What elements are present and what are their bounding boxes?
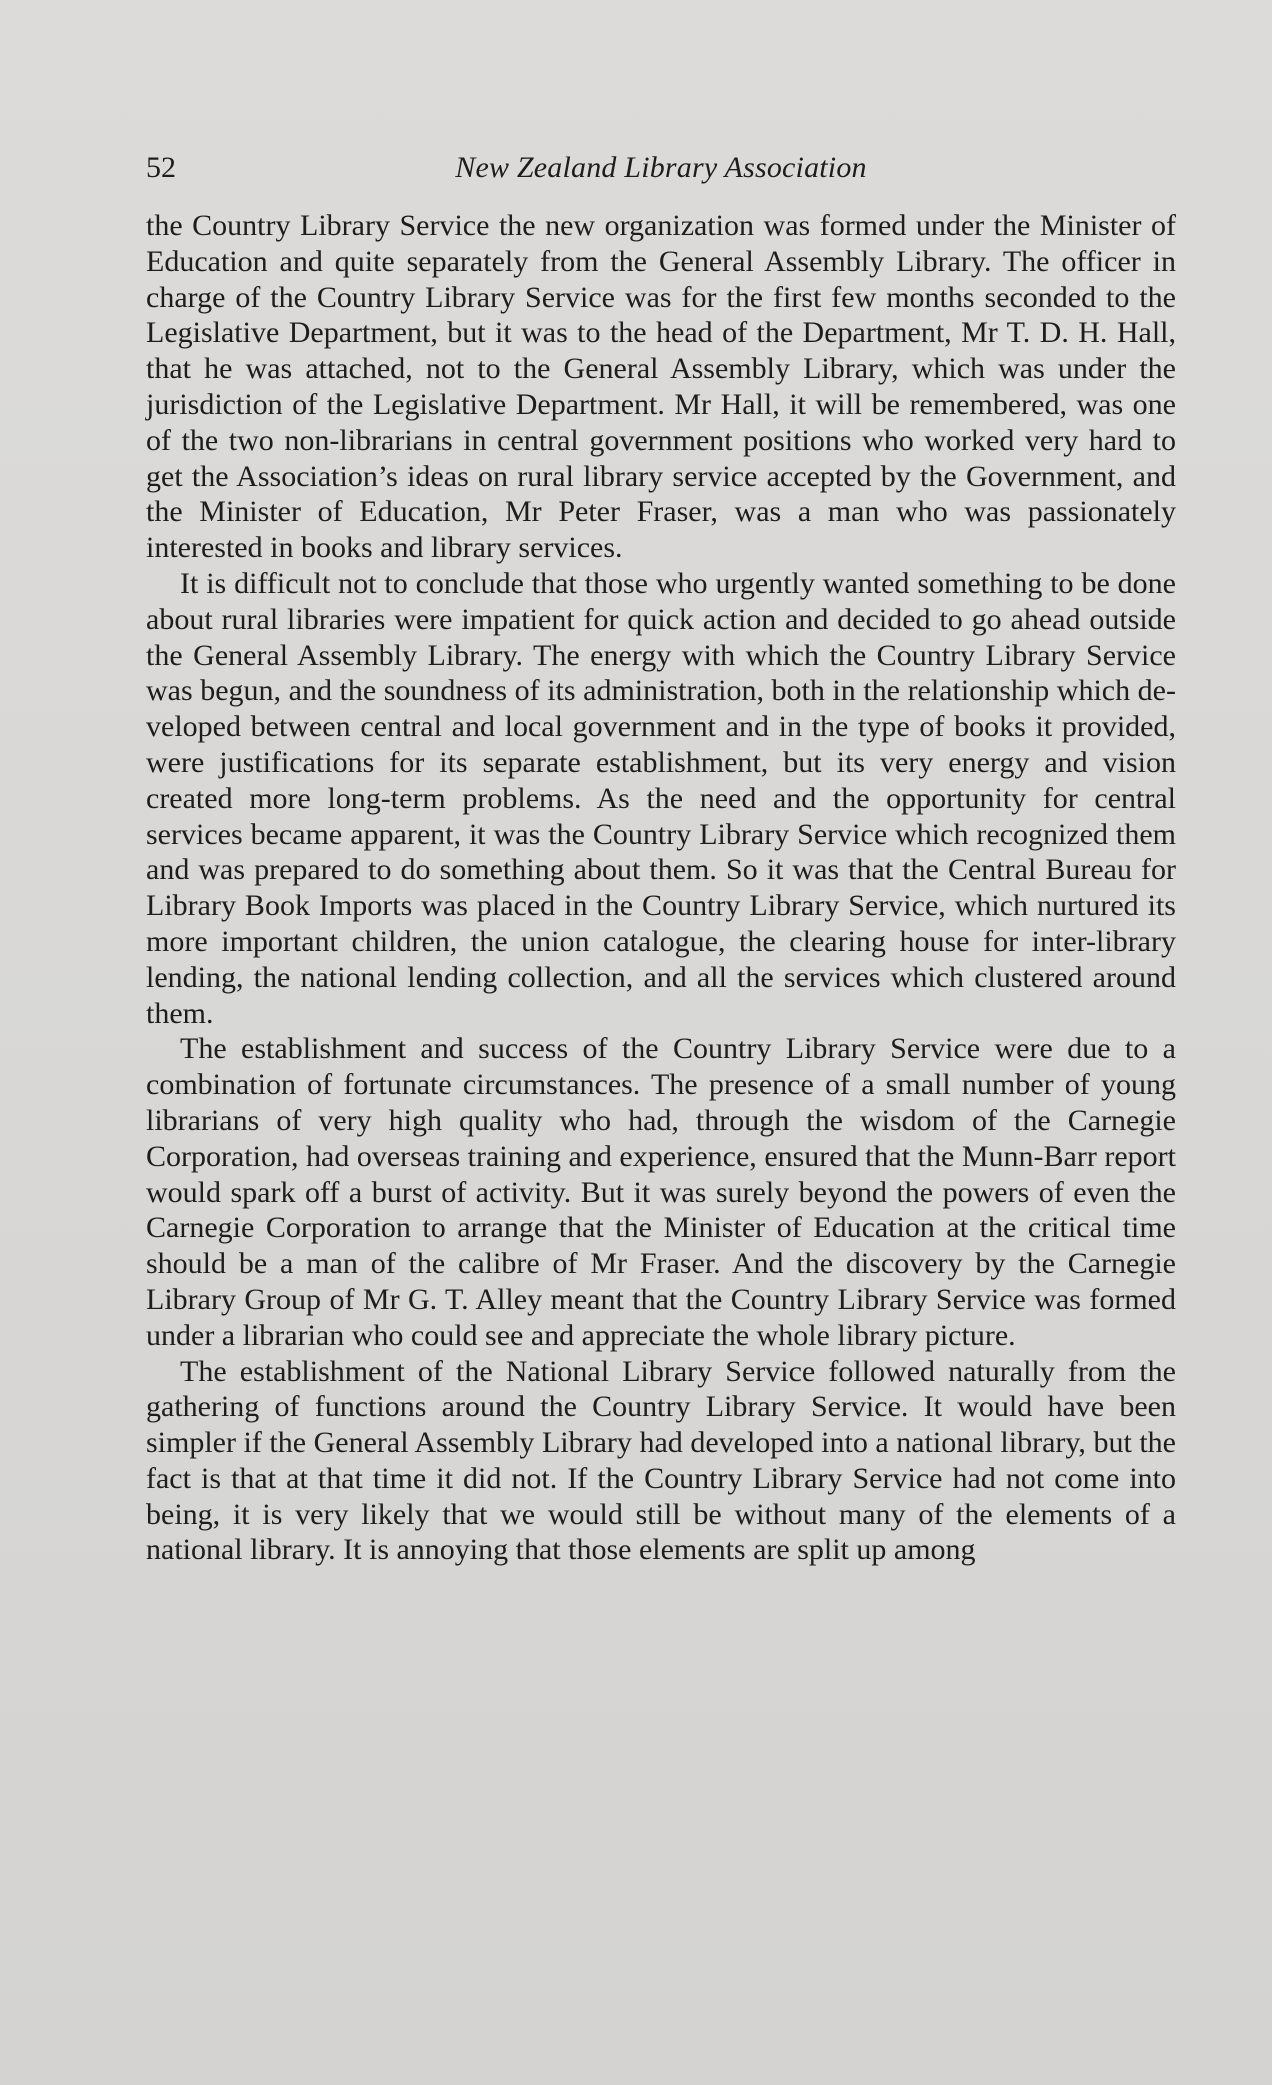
paragraph-2: It is difficult not to conclude that those who urgently wanted something to be done about rural libraries were impatient for quick action and decided to go ahead outside the General Assembly Library. The energy with which the Country Library Service was begun, and the soundness of its administration, both in the relationship which developed between central and local government and in the type of books it provided, were justifications for its separate establishment, but its very energy and vision created more long-term problems. As the need and the opportunity for central services became apparent, it was the Country Library Service which recognized them and was prepared to do something about them. So it was that the Central Bureau for Library Book Imports was placed in the Country Library Service, which nurtured its more important children, the union catalogue, the clearing house for inter-library lending, the national lending collection, and all the services which clustered around them.: [146, 566, 1176, 1030]
page-header: [146, 148, 1176, 188]
page-number: 52: [146, 151, 176, 184]
body-text: [146, 208, 1176, 1568]
paragraph-1: the Country Library Service the new organization was formed under the Minister of Education and quite separately from the General Assembly Library. The officer in charge of the Country Library Service was for the first few months seconded to the Legislative Department, but it was to the head of the Department, Mr T. D. H. Hall, that he was attached, not to the General Assembly Library, which was under the jurisdiction of the Legislative Department. Mr Hall, it will be remembered, was one of the two non-librarians in central government positions who worked very hard to get the Association’s ideas on rural library service accepted by the Government, and the Minister of Education, Mr Peter Fraser, was a man who was passionately interested in books and library services.: [146, 209, 1176, 565]
paragraph-4: The establishment of the National Library Service followed naturally from the gathering of functions around the Country Library Service. It would have been simpler if the General Assembly Library had developed into a national library, but the fact is that at that time it did not. If the Country Library Service had not come into being, it is very likely that we would still be without many of the elements of a national library. It is annoying that those elements are split up among: [146, 1354, 1176, 1567]
running-title: New Zealand Library Association: [455, 151, 867, 184]
paragraph-3: The establishment and success of the Country Library Service were due to a combination of fortunate circumstances. The presence of a small number of young librarians of very high quality who had, through the wisdom of the Carnegie Corporation, had overseas training and experience, ensured that the Munn-Barr report would spark off a burst of activity. But it was surely beyond the powers of even the Carnegie Corporation to arrange that the Minister of Education at the critical time should be a man of the calibre of Mr Fraser. And the discovery by the Carnegie Library Group of Mr G. T. Alley meant that the Country Library Service was formed under a librarian who could see and appreciate the whole library picture.: [146, 1032, 1176, 1352]
